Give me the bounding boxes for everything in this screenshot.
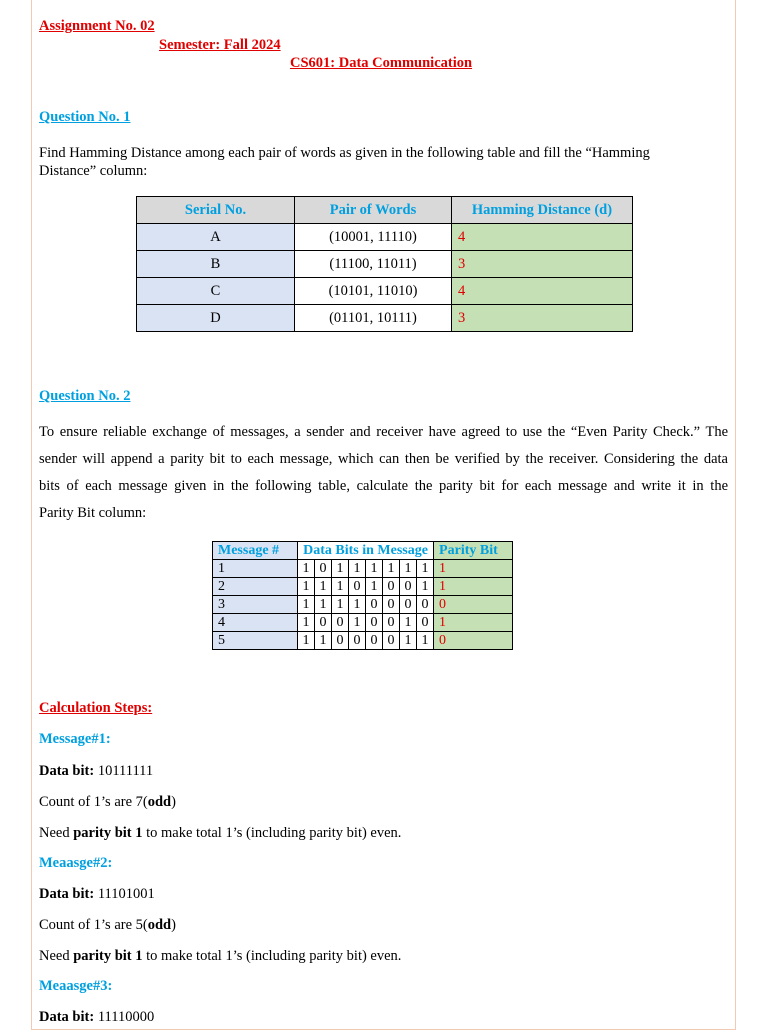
parity-table [212, 541, 513, 650]
table-row [213, 578, 513, 596]
need-suffix: to make total 1’s (including parity bit) even. [142, 948, 402, 964]
bit-cell: 0 [417, 596, 434, 614]
question-1-title: Question No. 1 [39, 109, 131, 125]
message-number-cell: 1 [213, 560, 298, 578]
table-row [137, 278, 633, 305]
bit-cell: 1 [417, 578, 434, 596]
serial-cell: A [137, 224, 295, 251]
hamming-distance-table [136, 196, 633, 332]
question-1-text-line-2: Distance” column: [39, 163, 148, 179]
bit-cell: 0 [400, 578, 417, 596]
bit-cell: 0 [400, 596, 417, 614]
parity-cell: 0 [434, 596, 513, 614]
need-bold: parity bit 1 [73, 948, 143, 964]
distance-cell: 3 [452, 251, 633, 278]
bit-cell: 1 [298, 632, 315, 650]
parity-cell: 1 [434, 560, 513, 578]
bit-cell: 1 [400, 632, 417, 650]
data-bit-value: 10111111 [97, 763, 154, 779]
pair-cell: (10101, 11010) [295, 278, 452, 305]
message-3-heading: Meaasge#3: [39, 978, 113, 994]
bit-cell: 1 [298, 614, 315, 632]
bit-cell: 1 [417, 560, 434, 578]
table-row [213, 614, 513, 632]
table-row [137, 251, 633, 278]
message-number-cell: 2 [213, 578, 298, 596]
bit-cell: 1 [417, 632, 434, 650]
need-prefix: Need [39, 948, 74, 964]
question-2-line-3: bits of each message given in the following table, calculate the parity bit for each message and write it in the [39, 478, 728, 494]
bit-cell: 0 [332, 614, 349, 632]
distance-cell: 4 [452, 278, 633, 305]
question-1-text-line-1: Find Hamming Distance among each pair of words as given in the following table and fill the “Hamming [39, 145, 650, 161]
bit-cell: 0 [366, 614, 383, 632]
calculation-steps-title: Calculation Steps: [39, 700, 153, 716]
count-prefix: Count of 1’s are 7( [39, 794, 148, 810]
data-bit-label: Data bit: [39, 1009, 95, 1025]
message-2-heading: Meaasge#2: [39, 855, 113, 871]
bit-cell: 1 [349, 560, 366, 578]
table-row [213, 596, 513, 614]
need-prefix: Need [39, 825, 74, 841]
bit-cell: 1 [400, 614, 417, 632]
message-1-need [39, 824, 401, 842]
data-bit-label: Data bit: [39, 886, 95, 902]
message-number-cell: 4 [213, 614, 298, 632]
table-header-row [213, 542, 513, 560]
question-2-line-1: To ensure reliable exchange of messages, a sender and receiver have agreed to use the “Even Parity Check.” The [39, 424, 728, 440]
column-header-serial: Serial No. [137, 197, 295, 224]
bit-cell: 0 [349, 632, 366, 650]
bit-cell: 0 [315, 614, 332, 632]
bit-cell: 0 [383, 578, 400, 596]
pair-cell: (10001, 11110) [295, 224, 452, 251]
table-row [137, 224, 633, 251]
message-number-cell: 5 [213, 632, 298, 650]
message-1-data-bit [39, 762, 153, 780]
bit-cell: 1 [298, 578, 315, 596]
parity-cell: 0 [434, 632, 513, 650]
bit-cell: 1 [366, 560, 383, 578]
message-1-heading: Message#1: [39, 731, 111, 747]
message-2-count [39, 916, 176, 934]
serial-cell: C [137, 278, 295, 305]
bit-cell: 0 [315, 560, 332, 578]
bit-cell: 1 [349, 614, 366, 632]
message-2-data-bit [39, 885, 155, 903]
bit-cell: 0 [417, 614, 434, 632]
pair-cell: (11100, 11011) [295, 251, 452, 278]
distance-cell: 4 [452, 224, 633, 251]
need-suffix: to make total 1’s (including parity bit) even. [142, 825, 402, 841]
bit-cell: 0 [383, 632, 400, 650]
distance-cell: 3 [452, 305, 633, 332]
bit-cell: 1 [298, 560, 315, 578]
assignment-title: Assignment No. 02 [39, 18, 155, 34]
serial-cell: D [137, 305, 295, 332]
bit-cell: 0 [366, 632, 383, 650]
data-bit-value: 11110000 [97, 1009, 155, 1025]
bit-cell: 1 [400, 560, 417, 578]
question-2-line-2: sender will append a parity bit to each message, which can then be verified by the receiver. Considering the data [39, 451, 728, 467]
data-bit-label: Data bit: [39, 763, 95, 779]
bit-cell: 0 [349, 578, 366, 596]
column-header-message: Message # [213, 542, 298, 560]
table-header-row [137, 197, 633, 224]
count-word: odd [147, 794, 172, 810]
bit-cell: 1 [383, 560, 400, 578]
bit-cell: 0 [332, 632, 349, 650]
question-2-paragraph [39, 419, 728, 527]
parity-cell: 1 [434, 614, 513, 632]
bit-cell: 1 [366, 578, 383, 596]
bit-cell: 1 [315, 632, 332, 650]
need-bold: parity bit 1 [73, 825, 143, 841]
message-number-cell: 3 [213, 596, 298, 614]
pair-cell: (01101, 10111) [295, 305, 452, 332]
bit-cell: 1 [298, 596, 315, 614]
semester-title: Semester: Fall 2024 [159, 37, 281, 53]
column-header-data-bits: Data Bits in Message [298, 542, 434, 560]
column-header-parity: Parity Bit [434, 542, 513, 560]
count-suffix: ) [171, 917, 176, 933]
count-word: odd [147, 917, 172, 933]
bit-cell: 1 [332, 596, 349, 614]
bit-cell: 0 [383, 596, 400, 614]
bit-cell: 1 [349, 596, 366, 614]
data-bit-value: 11101001 [97, 886, 155, 902]
column-header-pair: Pair of Words [295, 197, 452, 224]
message-1-count [39, 793, 176, 811]
bit-cell: 0 [383, 614, 400, 632]
count-prefix: Count of 1’s are 5( [39, 917, 148, 933]
parity-cell: 1 [434, 578, 513, 596]
table-row [137, 305, 633, 332]
column-header-distance: Hamming Distance (d) [452, 197, 633, 224]
message-2-need [39, 947, 401, 965]
question-2-title: Question No. 2 [39, 388, 131, 404]
bit-cell: 0 [366, 596, 383, 614]
message-3-data-bit [39, 1008, 154, 1026]
bit-cell: 1 [315, 596, 332, 614]
course-title: CS601: Data Communication [290, 55, 473, 71]
table-row [213, 560, 513, 578]
bit-cell: 1 [332, 578, 349, 596]
question-2-line-4: Parity Bit column: [39, 505, 147, 521]
bit-cell: 1 [332, 560, 349, 578]
table-row [213, 632, 513, 650]
serial-cell: B [137, 251, 295, 278]
count-suffix: ) [171, 794, 176, 810]
bit-cell: 1 [315, 578, 332, 596]
